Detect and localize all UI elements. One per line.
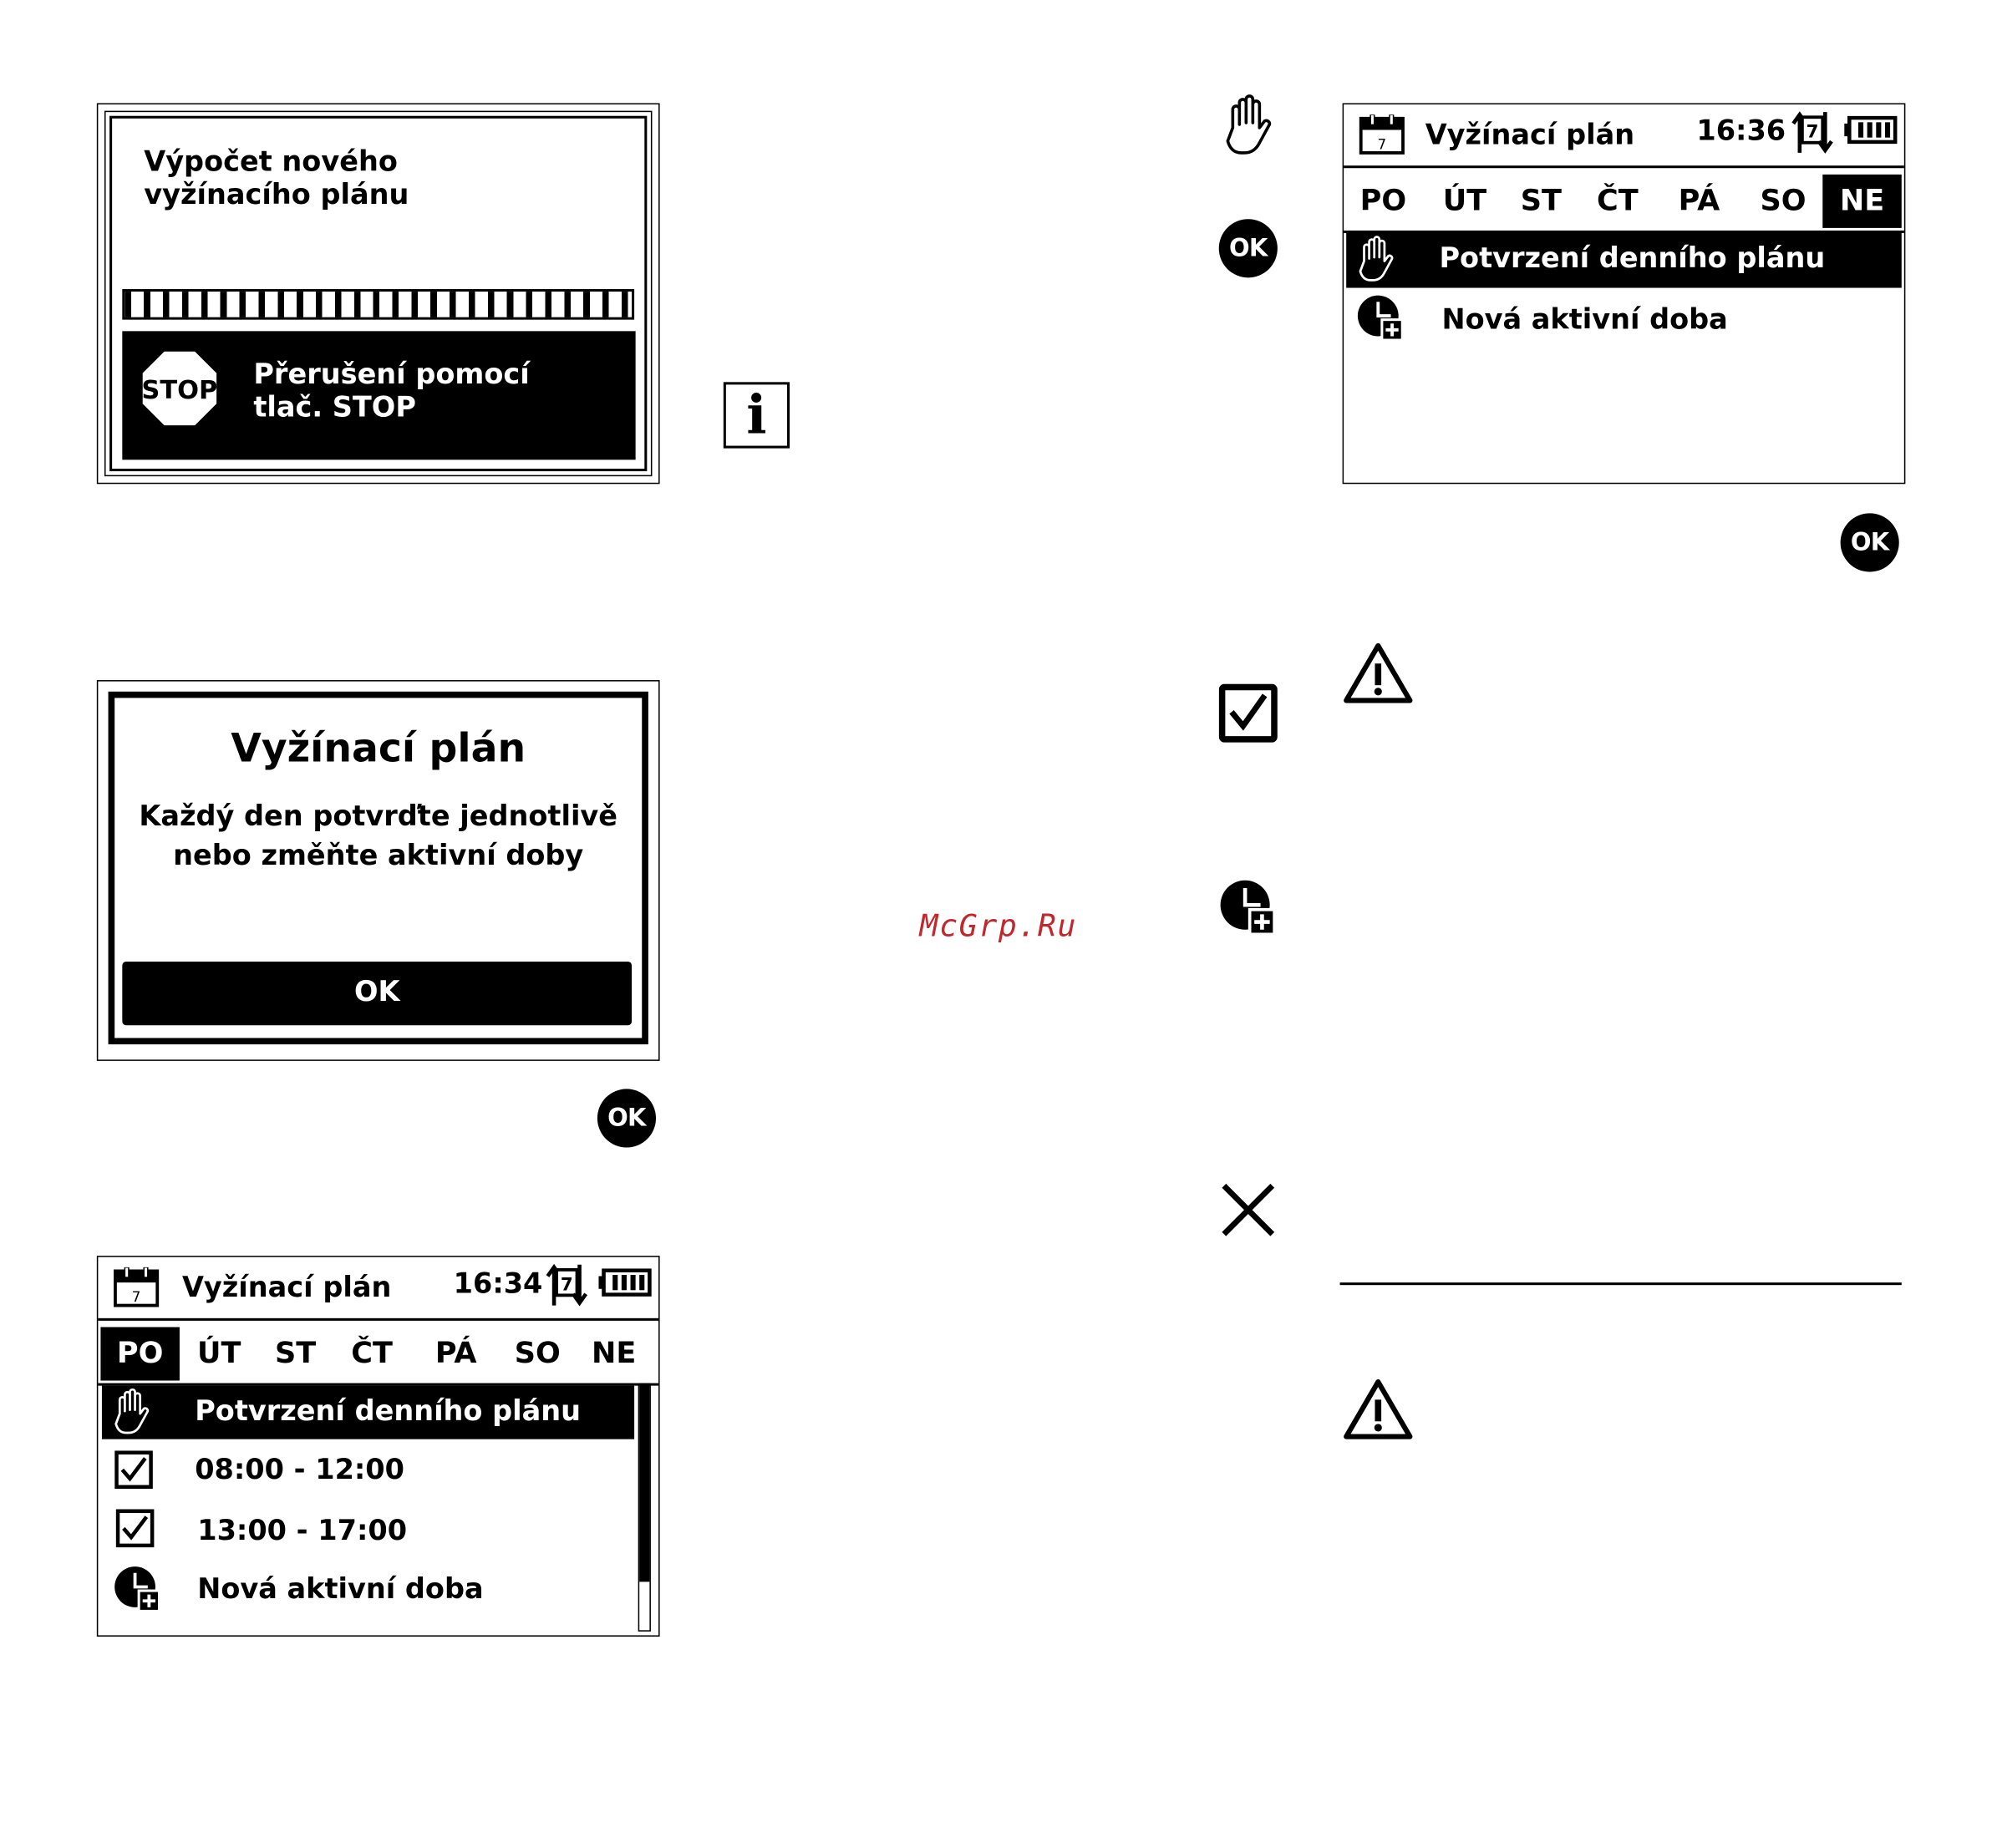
new-time-label: Nová aktivní doba — [1441, 304, 1728, 337]
tab-po[interactable]: PO — [1359, 185, 1407, 218]
slot-row-2[interactable] — [102, 1505, 634, 1561]
dialog-title: Vyžínací plán — [231, 725, 526, 772]
calc-screen — [97, 103, 660, 484]
info-icon-label: i — [746, 383, 767, 446]
schedule-screen-sun — [1343, 103, 1906, 484]
header-title: Vyžínací plán — [1425, 119, 1635, 152]
ok-badge-2: OK — [1219, 219, 1278, 277]
dialog-message-line1: Každý den potvrďte jednotlivě — [139, 800, 618, 833]
calendar-icon — [114, 1267, 160, 1308]
progress-bar — [122, 289, 634, 320]
tab-so[interactable]: SO — [514, 1337, 561, 1371]
dialog-ok-button[interactable]: OK — [122, 962, 632, 1025]
day-tabs — [1344, 170, 1904, 233]
clock-add-icon — [114, 1566, 162, 1614]
hand-icon — [1356, 236, 1397, 284]
schedule-header — [98, 1257, 658, 1321]
tab-ut[interactable]: ÚT — [196, 1337, 241, 1371]
clock-add-icon — [1219, 879, 1278, 937]
header-title: Vyžínací plán — [181, 1272, 392, 1305]
sync-calendar-icon — [544, 1262, 590, 1308]
interrupt-banner — [122, 331, 635, 459]
calendar-icon-day: 7 — [131, 1287, 141, 1305]
slot-row-1[interactable] — [102, 1444, 634, 1500]
hand-icon — [1222, 94, 1276, 158]
checkbox-checked-icon[interactable] — [116, 1509, 155, 1547]
interrupt-line1: Přerušení pomocí — [253, 358, 530, 392]
new-time-row[interactable] — [102, 1564, 634, 1620]
day-tabs — [98, 1322, 658, 1385]
header-clock: 16:34 — [453, 1268, 543, 1301]
sync-calendar-icon — [1790, 109, 1836, 155]
tab-so[interactable]: SO — [1760, 185, 1807, 218]
confirm-day-label: Potvrzení denního plánu — [1439, 243, 1826, 276]
schedule-screen-mon — [97, 1256, 660, 1637]
confirm-day-row[interactable] — [1346, 231, 1902, 287]
tab-pa[interactable]: PÁ — [434, 1337, 477, 1371]
close-icon — [1219, 1180, 1278, 1239]
dialog-message-line2: nebo změňte aktivní doby — [173, 840, 584, 873]
tab-pa[interactable]: PÁ — [1678, 185, 1720, 218]
scrollbar-thumb[interactable] — [639, 1384, 649, 1581]
tab-st[interactable]: ST — [1520, 185, 1562, 218]
confirm-day-label: Potvrzení denního plánu — [195, 1395, 582, 1428]
tab-po[interactable]: PO — [100, 1327, 180, 1380]
stop-sign-icon — [141, 350, 217, 426]
tab-st[interactable]: ST — [275, 1337, 317, 1371]
tab-ct[interactable]: ČT — [1597, 185, 1639, 218]
svg-text:7: 7 — [560, 1274, 573, 1296]
warning-icon — [1343, 641, 1414, 704]
checkbox-checked-icon[interactable] — [114, 1450, 153, 1489]
tab-ne[interactable]: NE — [1822, 175, 1902, 228]
calendar-icon-day: 7 — [1377, 135, 1387, 153]
calendar-icon — [1359, 114, 1405, 155]
confirm-day-row[interactable] — [102, 1386, 634, 1439]
tab-ct[interactable]: ČT — [351, 1337, 393, 1371]
slot-time-2: 13:00 - 17:00 — [197, 1515, 408, 1548]
checkbox-checked-icon — [1219, 684, 1278, 743]
clock-add-icon — [1356, 294, 1405, 343]
hand-icon — [112, 1389, 153, 1437]
schedule-header — [1344, 104, 1904, 168]
divider — [1340, 1282, 1902, 1285]
info-icon — [724, 382, 790, 448]
stop-sign-label: STOP — [141, 376, 218, 406]
progress-fill — [124, 292, 632, 317]
ok-badge-1: OK — [597, 1089, 656, 1147]
warning-icon — [1343, 1377, 1414, 1440]
calc-title-line1: Výpočet nového — [144, 146, 398, 179]
tab-ne[interactable]: NE — [592, 1337, 637, 1371]
interrupt-line2: tlač. STOP — [253, 392, 416, 424]
confirm-dialog — [97, 680, 660, 1061]
battery-icon — [1844, 116, 1898, 145]
new-time-label: Nová aktivní doba — [197, 1574, 484, 1607]
svg-text:7: 7 — [1806, 121, 1819, 143]
battery-icon — [598, 1268, 652, 1297]
scrollbar[interactable] — [638, 1383, 651, 1632]
watermark: McGrp.Ru — [919, 907, 1077, 944]
new-time-row[interactable] — [1346, 292, 1902, 348]
tab-ut[interactable]: ÚT — [1442, 185, 1487, 218]
calc-title-line2: vyžínacího plánu — [144, 179, 409, 212]
ok-badge-3: OK — [1841, 513, 1899, 571]
header-clock: 16:36 — [1696, 115, 1786, 148]
slot-time-1: 08:00 - 12:00 — [195, 1454, 404, 1487]
